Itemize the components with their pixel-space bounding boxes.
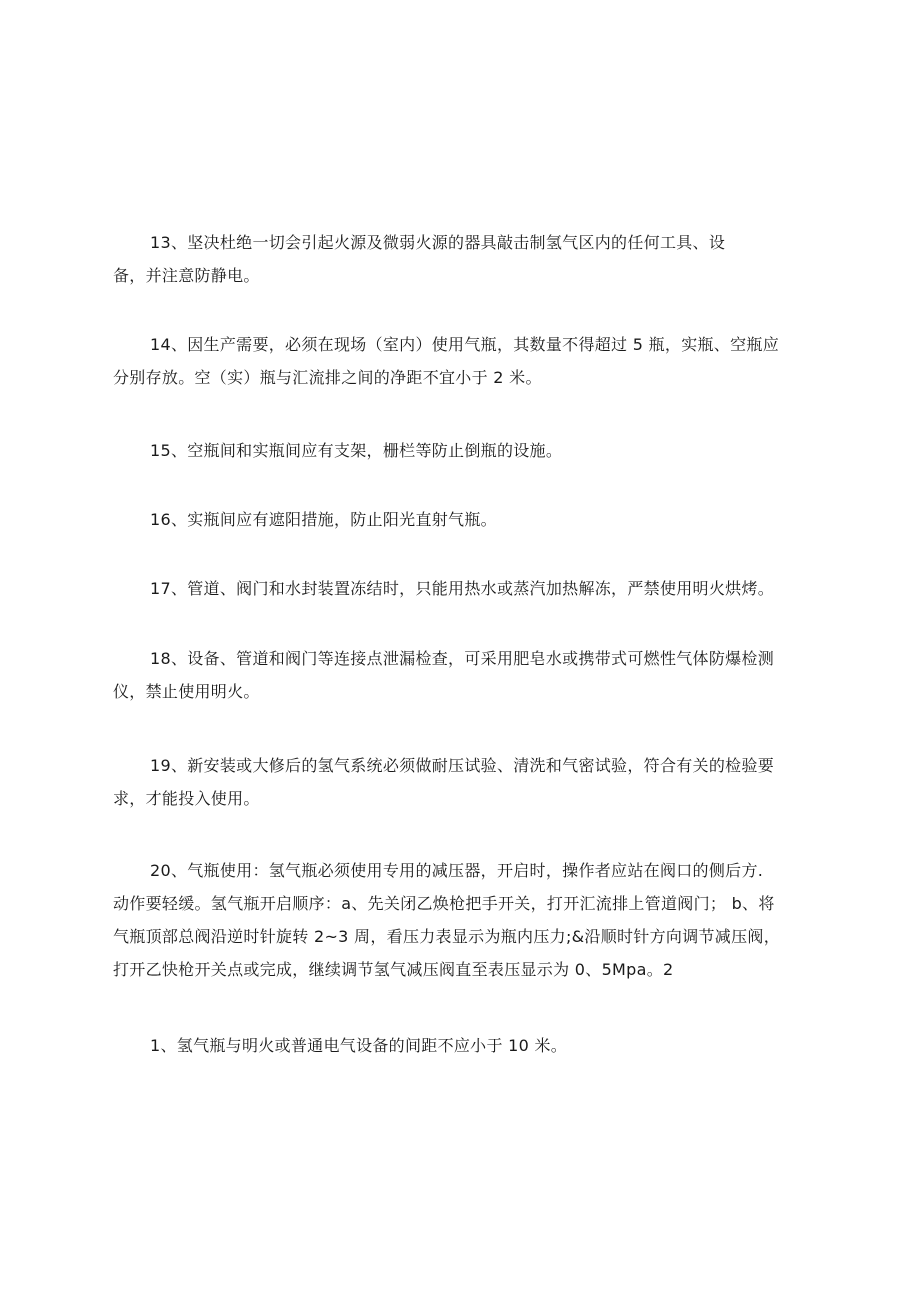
paragraph-line: 分别存放。空（实）瓶与汇流排之间的净距不宜小于 2 米。 xyxy=(113,368,542,387)
paragraph-line: 20、气瓶使用：氢气瓶必须使用专用的减压器，开启时，操作者应站在阀口的侧后方. xyxy=(150,861,764,880)
paragraph-15 xyxy=(113,434,813,467)
paragraph-line: 13、坚决杜绝一切会引起火源及微弱火源的器具敲击制氢气区内的任何工具、设 xyxy=(150,233,726,252)
paragraph-line: 15、空瓶间和实瓶间应有支架，栅栏等防止倒瓶的设施。 xyxy=(150,441,563,460)
paragraph-18 xyxy=(113,642,813,708)
paragraph-line: 动作要轻缓。氢气瓶开启顺序：a、先关闭乙焕枪把手开关，打开汇流排上管道阀门； b、将 xyxy=(113,894,775,913)
paragraph-1 xyxy=(113,1029,813,1062)
paragraph-14 xyxy=(113,328,813,394)
paragraph-line: 16、实瓶间应有遮阳措施，防止阳光直射气瓶。 xyxy=(150,510,497,529)
paragraph-13 xyxy=(113,226,813,292)
paragraph-line: 备，并注意防静电。 xyxy=(113,266,260,285)
paragraph-20 xyxy=(113,854,813,986)
paragraph-16 xyxy=(113,503,813,536)
paragraph-17 xyxy=(113,572,813,605)
paragraph-19 xyxy=(113,749,813,815)
paragraph-line: 仪，禁止使用明火。 xyxy=(113,682,260,701)
paragraph-line: 求，才能投入使用。 xyxy=(113,789,260,808)
paragraph-line: 气瓶顶部总阀沿逆时针旋转 2~3 周，看压力表显示为瓶内压力;&沿顺时针方向调节减压阀， xyxy=(113,927,781,946)
paragraph-line: 打开乙快枪开关点或完成，继续调节氢气减压阀直至表压显示为 0、5Mpa。2 xyxy=(113,960,674,979)
paragraph-line: 18、设备、管道和阀门等连接点泄漏检查，可采用肥皂水或携带式可燃性气体防爆检测 xyxy=(150,649,775,668)
paragraph-line: 19、新安装或大修后的氢气系统必须做耐压试验、清洗和气密试验，符合有关的检验要 xyxy=(150,756,775,775)
paragraph-line: 17、管道、阀门和水封装置冻结时，只能用热水或蒸汽加热解冻，严禁使用明火烘烤。 xyxy=(150,579,775,598)
paragraph-line: 14、因生产需要，必须在现场（室内）使用气瓶，其数量不得超过 5 瓶，实瓶、空瓶应 xyxy=(150,335,780,354)
paragraph-line: 1、氢气瓶与明火或普通电气设备的间距不应小于 10 米。 xyxy=(150,1036,568,1055)
